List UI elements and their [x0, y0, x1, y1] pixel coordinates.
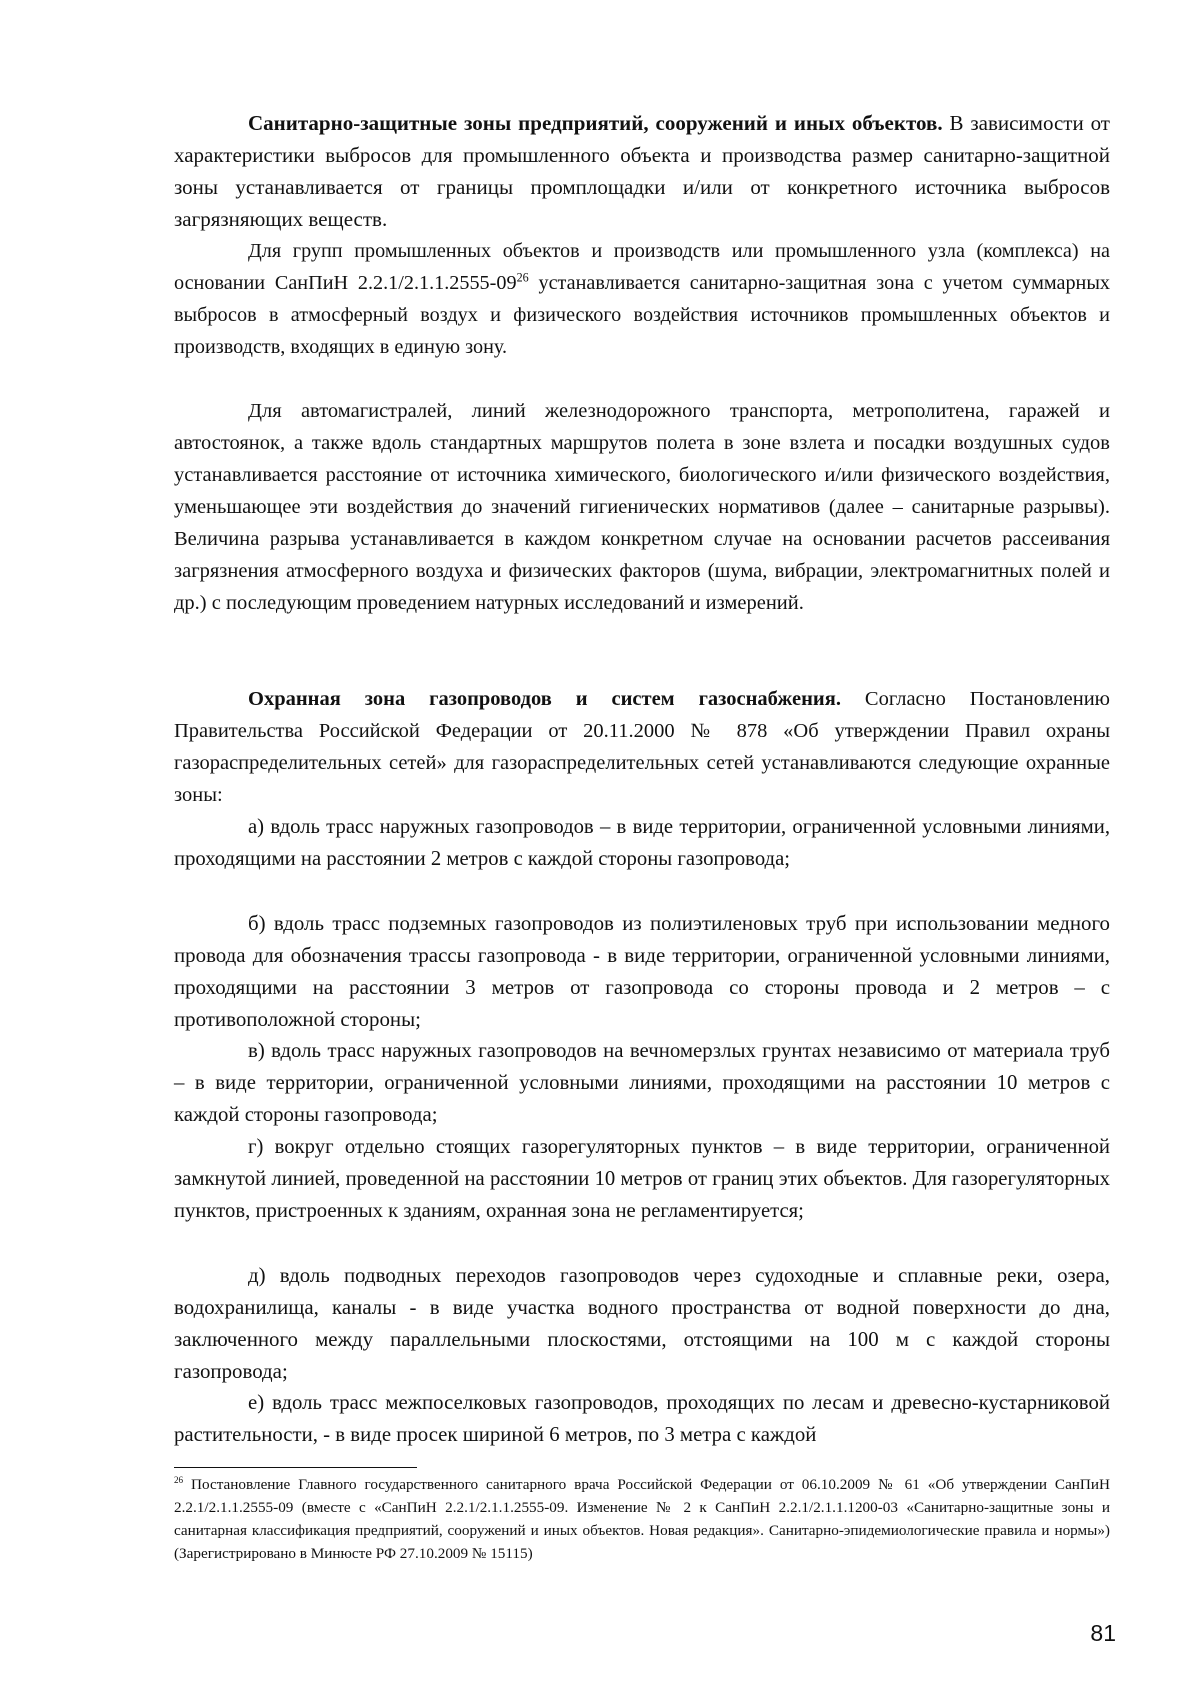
paragraph-sanitary-gaps [174, 395, 1110, 619]
paragraph-text: Для групп промышленных объектов и производств или промышленного узла (комплекса) на основании СанПиН 2.2.1/2.1.1.2555-09 [174, 240, 1110, 294]
list-item-g [174, 1131, 1110, 1227]
list-item-v [174, 1035, 1110, 1131]
footnote-divider [174, 1467, 417, 1468]
list-item-text: в) вдоль трасс наружных газопроводов на вечномерзлых грунтах независимо от материала труб – в виде территории, ограниченной условными линиями, проходящими на расстоянии 10 метров с каждой стороны газопровода; [174, 1039, 1110, 1126]
paragraph-text: Согласно Постановлению Правительства Российской Федерации от 20.11.2000 № 878 «Об утверждении Правил охраны газораспределительных сетей» для газораспределительных сетей устанавливаются следующие охранные зоны: [174, 688, 1110, 806]
list-item-text: д) вдоль подводных переходов газопроводов через судоходные и сплавные реки, озера, водохранилища, каналы - в виде участка водного пространства от водной поверхности до дна, заключенного между параллельными плоскостями, отстоящими на 100 м с каждой стороны газопровода; [174, 1263, 1110, 1383]
list-item-a [174, 811, 1110, 875]
list-item-d [174, 1259, 1110, 1387]
page-number: 81 [1090, 1620, 1116, 1646]
list-item-e [174, 1387, 1110, 1451]
paragraph-industrial-groups [174, 235, 1110, 363]
footnote [174, 1473, 1110, 1565]
footnote-reference[interactable]: 26 [516, 270, 529, 285]
list-item-text: б) вдоль трасс подземных газопроводов из полиэтиленовых труб при использовании медного провода для обозначения трассы газопровода - в виде территории, ограниченной условными линиями, проходящими на расстоянии 3 метров от газопровода со стороны провода и 2 метров – с противоположной стороны; [174, 911, 1110, 1031]
heading-sanitary-zones: Санитарно-защитные зоны предприятий, сооружений и иных объектов. [248, 111, 943, 135]
paragraph-text: Для автомагистралей, линий железнодорожного транспорта, метрополитена, гаражей и автостоянок, а также вдоль стандартных маршрутов полета в зоне взлета и посадки воздушных судов устанавливается расстояние от источника химического, биологического и/или физического воздействия, уменьшающее эти воздействия до значений гигиенических нормативов (далее – санитарные разрывы). Величина разрыва устанавливается в каждом конкретном случае на основании расчетов рассеивания загрязнения атмосферного воздуха и физических факторов (шума, вибрации, электромагнитных полей и др.) с последующим проведением натурных исследований и измерений. [174, 400, 1110, 614]
paragraph-text: устанавливается санитарно-защитная зона с учетом суммарных выбросов в атмосферный воздух и физического воздействия источников промышленных объектов и производств, входящих в единую зону. [174, 272, 1110, 358]
list-item-text: г) вокруг отдельно стоящих газорегуляторных пунктов – в виде территории, ограниченной замкнутой линией, проведенной на расстоянии 10 метров от границ этих объектов. Для газорегуляторных пунктов, пристроенных к зданиям, охранная зона не регламентируется; [174, 1136, 1110, 1222]
heading-gas-protection-zone: Охранная зона газопроводов и систем газоснабжения. [248, 688, 841, 710]
paragraph-gas-protection-zone [174, 683, 1110, 811]
list-item-text: а) вдоль трасс наружных газопроводов – в виде территории, ограниченной условными линиями, проходящими на расстоянии 2 метров с каждой стороны газопровода; [174, 816, 1110, 870]
list-item-text: е) вдоль трасс межпоселковых газопроводов, проходящих по лесам и древесно-кустарниковой растительности, - в виде просек шириной 6 метров, по 3 метра с каждой [174, 1391, 1110, 1446]
footnote-text: Постановление Главного государственного санитарного врача Российской Федерации от 06.10.2009 № 61 «Об утверждении СанПиН 2.2.1/2.1.1.2555-09 (вместе с «СанПиН 2.2.1/2.1.1.2555-09. Изменение № 2 к СанПиН 2.2.1/2.1.1.1200-03 «Санитарно-защитные зоны и санитарная классификация предприятий, сооружений и иных объектов. Новая редакция». Санитарно-эпидемиологические правила и нормы»)(Зарегистрировано в Минюсте РФ 27.10.2009 № 15115) [174, 1476, 1110, 1562]
list-item-b [174, 907, 1110, 1035]
footnote-number: 26 [174, 1474, 184, 1485]
paragraph-sanitary-zones [174, 107, 1110, 235]
paragraph-text: В зависимости от характеристики выбросов для промышленного объекта и производства размер санитарно-защитной зоны устанавливается от границы промплощадки и/или от конкретного источника выбросов загрязняющих веществ. [174, 111, 1110, 231]
